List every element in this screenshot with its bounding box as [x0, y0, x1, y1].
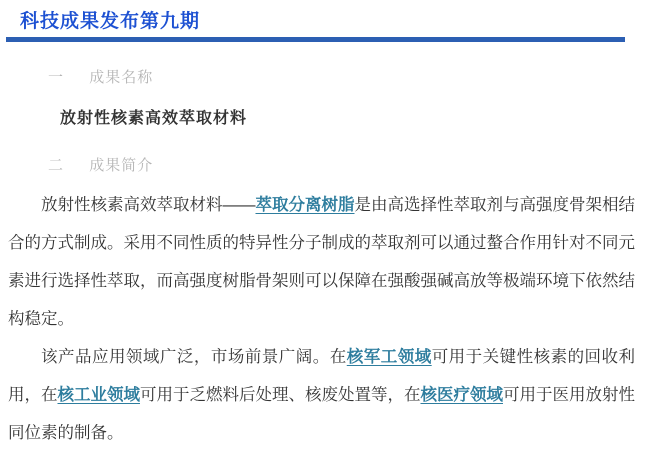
highlighted-term: 核工业领域	[57, 386, 140, 404]
section-label-name: 成果名称	[89, 69, 154, 86]
page-title: 科技成果发布第九期	[20, 11, 201, 32]
section-heading-intro	[48, 157, 645, 175]
document-header	[0, 0, 645, 42]
intro-paragraph-1	[8, 186, 635, 338]
highlighted-term: 核医疗领域	[420, 386, 503, 404]
section-number-1: 一	[48, 69, 64, 86]
section-heading-name	[48, 69, 645, 87]
achievement-name: 放射性核素高效萃取材料	[60, 110, 248, 127]
body-text-segment: 可用于关键性核素的回收利用，在	[8, 348, 636, 404]
body-text-segment: 放射性核素高效萃取材料——	[41, 196, 256, 214]
section-number-2: 二	[48, 157, 64, 174]
body-text-segment: 是由高选择性萃取剂与高强度骨架相结合的方式制成。采用不同性质的特异性分子制成的萃取剂可以通过螯合作用针对不同元素进行选择性萃取，而高强度树脂骨架则可以保障在强酸强碱高放等极端环境下依然结构稳定。	[8, 196, 635, 328]
body-text-segment: 可用于乏燃料后处理、核废处置等，在	[140, 386, 421, 404]
body-text-segment: 可用于医用放射性同位素的制备。	[8, 386, 635, 442]
intro-paragraph-2	[8, 338, 635, 452]
section-label-intro: 成果简介	[89, 157, 154, 174]
intro-body	[8, 186, 635, 452]
body-text-segment: 该产品应用领域广泛，市场前景广阔。在	[41, 348, 347, 366]
highlighted-term: 萃取分离树脂	[255, 196, 355, 214]
highlighted-term: 核军工领域	[346, 348, 432, 366]
header-divider-bar	[6, 37, 625, 42]
